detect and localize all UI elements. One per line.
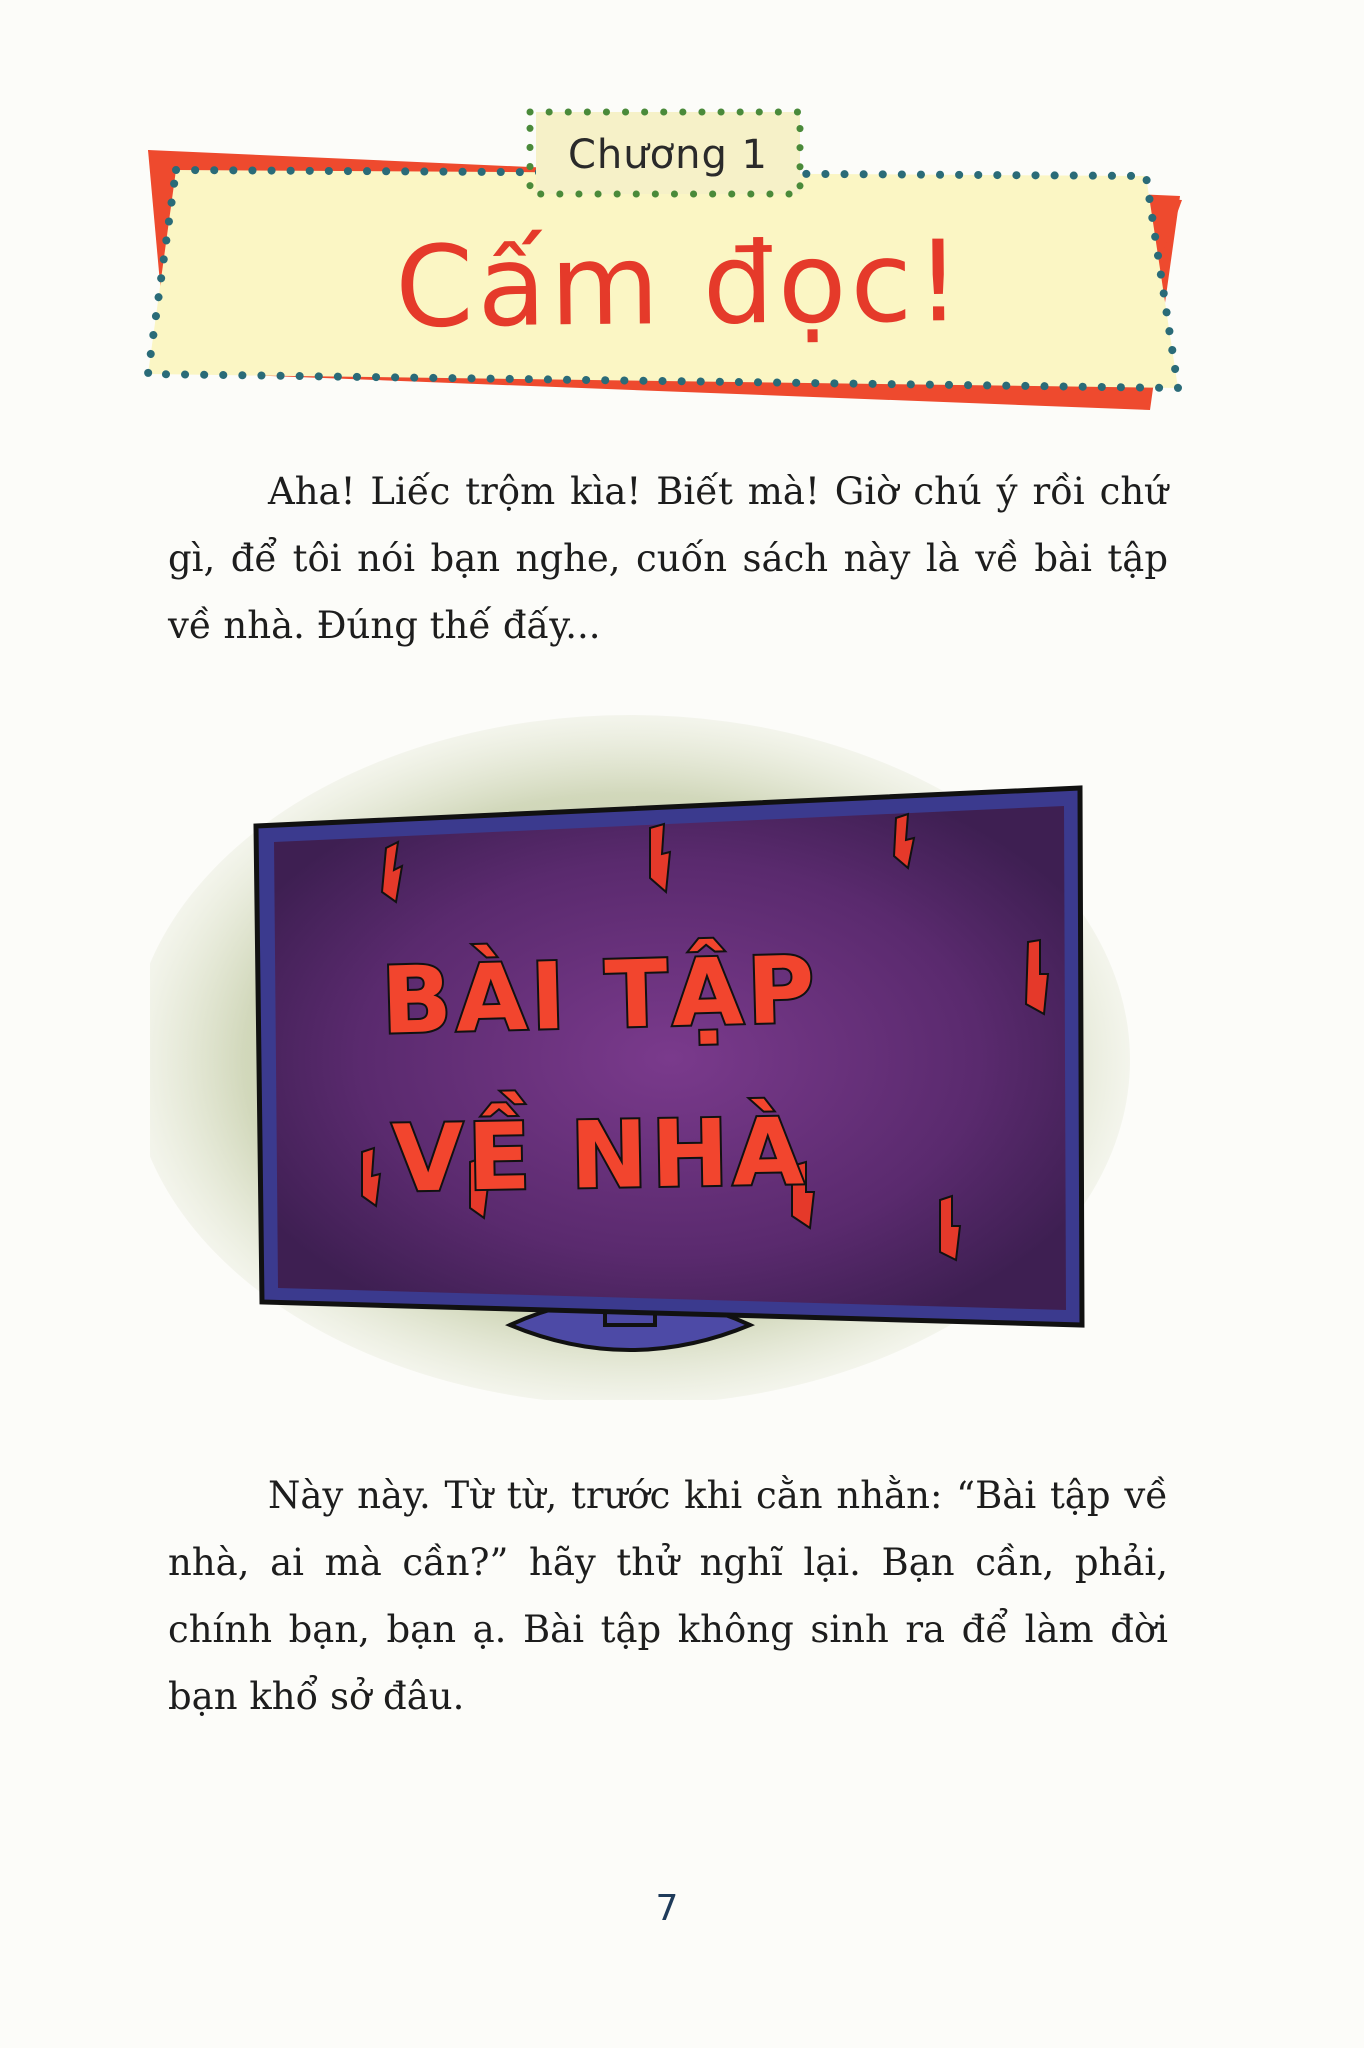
- chapter-banner: [0, 0, 1364, 440]
- tv-illustration: [150, 710, 1150, 1400]
- chapter-label: Chương 1: [567, 132, 768, 178]
- chapter-title: Cấm đọc!: [394, 217, 966, 353]
- paragraph-2-text: Này này. Từ từ, trước khi cằn nhằn: “Bài tập về nhà, ai mà cần?” hãy thử nghĩ lại. Bạn cần, phải, chính bạn, bạn ạ. Bài tập không sinh ra để làm đời bạn khổ sở đâu.: [168, 1474, 1168, 1718]
- paragraph-1-text: Aha! Liếc trộm kìa! Biết mà! Giờ chú ý rồi chứ gì, để tôi nói bạn nghe, cuốn sách này là về bài tập về nhà. Đúng thế đấy...: [168, 470, 1168, 647]
- paragraph-1: [168, 458, 1168, 659]
- tv-text-line-2: VỀ NHÀ: [391, 1098, 809, 1213]
- tv-graphic: [150, 710, 1150, 1400]
- paragraph-2: [168, 1462, 1168, 1730]
- tv-text-line-1: BÀI TẬP: [380, 936, 820, 1055]
- page-number: 7: [655, 1888, 679, 1929]
